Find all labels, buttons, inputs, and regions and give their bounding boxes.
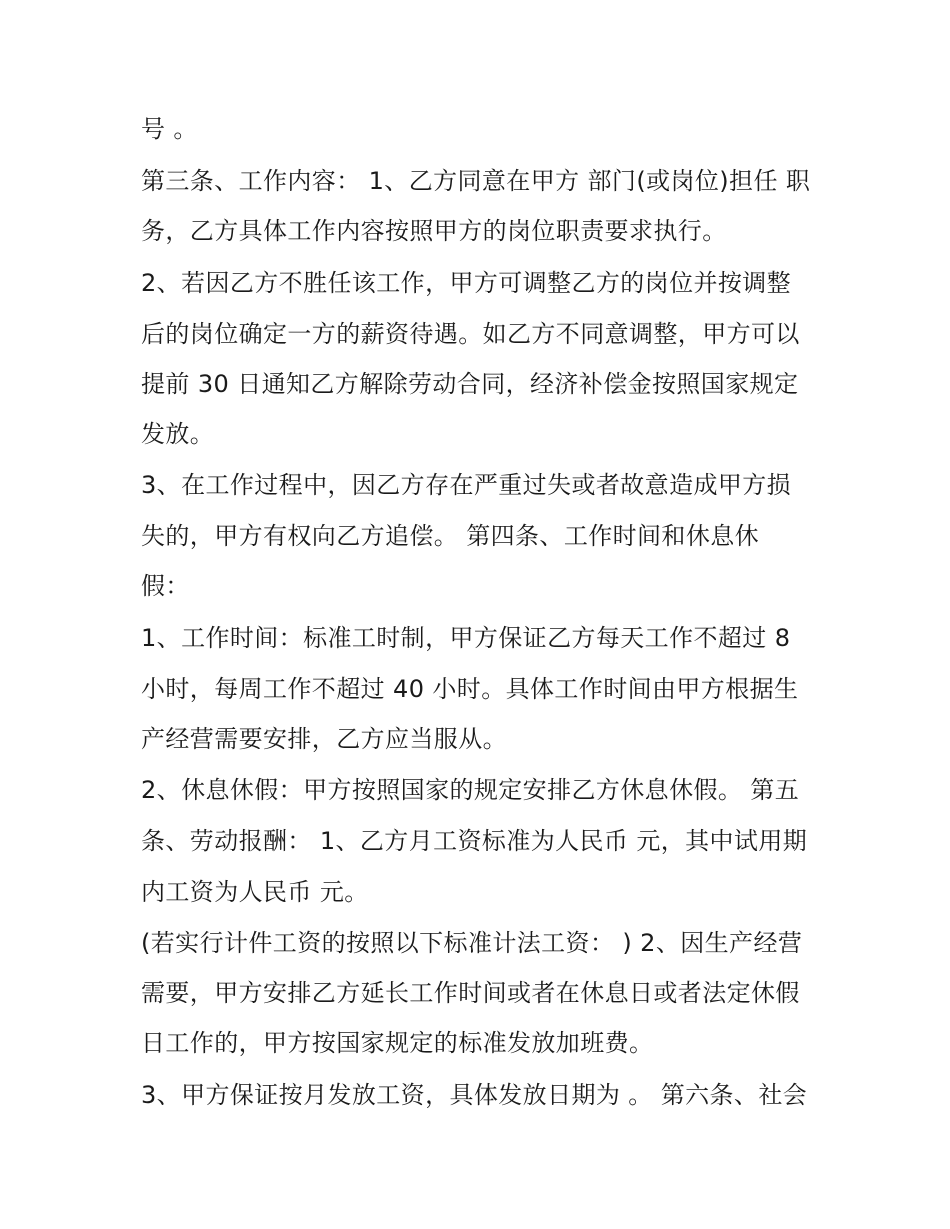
text-line: 失的，甲方有权向乙方追偿。 第四条、工作时间和休息休 <box>141 522 760 550</box>
text-line: 条、劳动报酬： 1、乙方月工资标准为人民币 元，其中试用期 <box>141 827 808 855</box>
text-line: 3、甲方保证按月发放工资，具体发放日期为 。 第六条、社会 <box>141 1081 808 1109</box>
text-line: 3、在工作过程中，因乙方存在严重过失或者故意造成甲方损 <box>141 471 792 499</box>
text-line: 小时，每周工作不超过 40 小时。具体工作时间由甲方根据生 <box>141 675 799 703</box>
text-line: 提前 30 日通知乙方解除劳动合同，经济补偿金按照国家规定 <box>141 370 799 398</box>
text-line: 2、若因乙方不胜任该工作，甲方可调整乙方的岗位并按调整 <box>141 269 792 297</box>
text-line: 内工资为人民币 元。 <box>141 878 369 906</box>
text-line: 2、休息休假：甲方按照国家的规定安排乙方休息休假。 第五 <box>141 776 800 804</box>
text-line: (若实行计件工资的按照以下标准计法工资： ) 2、因生产经营 <box>141 929 803 957</box>
text-line: 需要，甲方安排乙方延长工作时间或者在休息日或者法定休假 <box>141 979 800 1007</box>
text-line: 后的岗位确定一方的薪资待遇。如乙方不同意调整，甲方可以 <box>141 320 800 348</box>
text-line: 产经营需要安排，乙方应当服从。 <box>141 725 507 753</box>
text-line: 发放。 <box>141 420 215 448</box>
text-line: 假： <box>141 572 190 600</box>
text-line: 第三条、工作内容： 1、乙方同意在甲方 部门(或岗位)担任 职 <box>141 167 811 195</box>
text-line: 务，乙方具体工作内容按照甲方的岗位职责要求执行。 <box>141 217 727 245</box>
text-line: 1、工作时间：标准工时制，甲方保证乙方每天工作不超过 8 <box>141 624 791 652</box>
text-line: 日工作的，甲方按国家规定的标准发放加班费。 <box>141 1029 654 1057</box>
text-line: 号 。 <box>141 115 198 143</box>
